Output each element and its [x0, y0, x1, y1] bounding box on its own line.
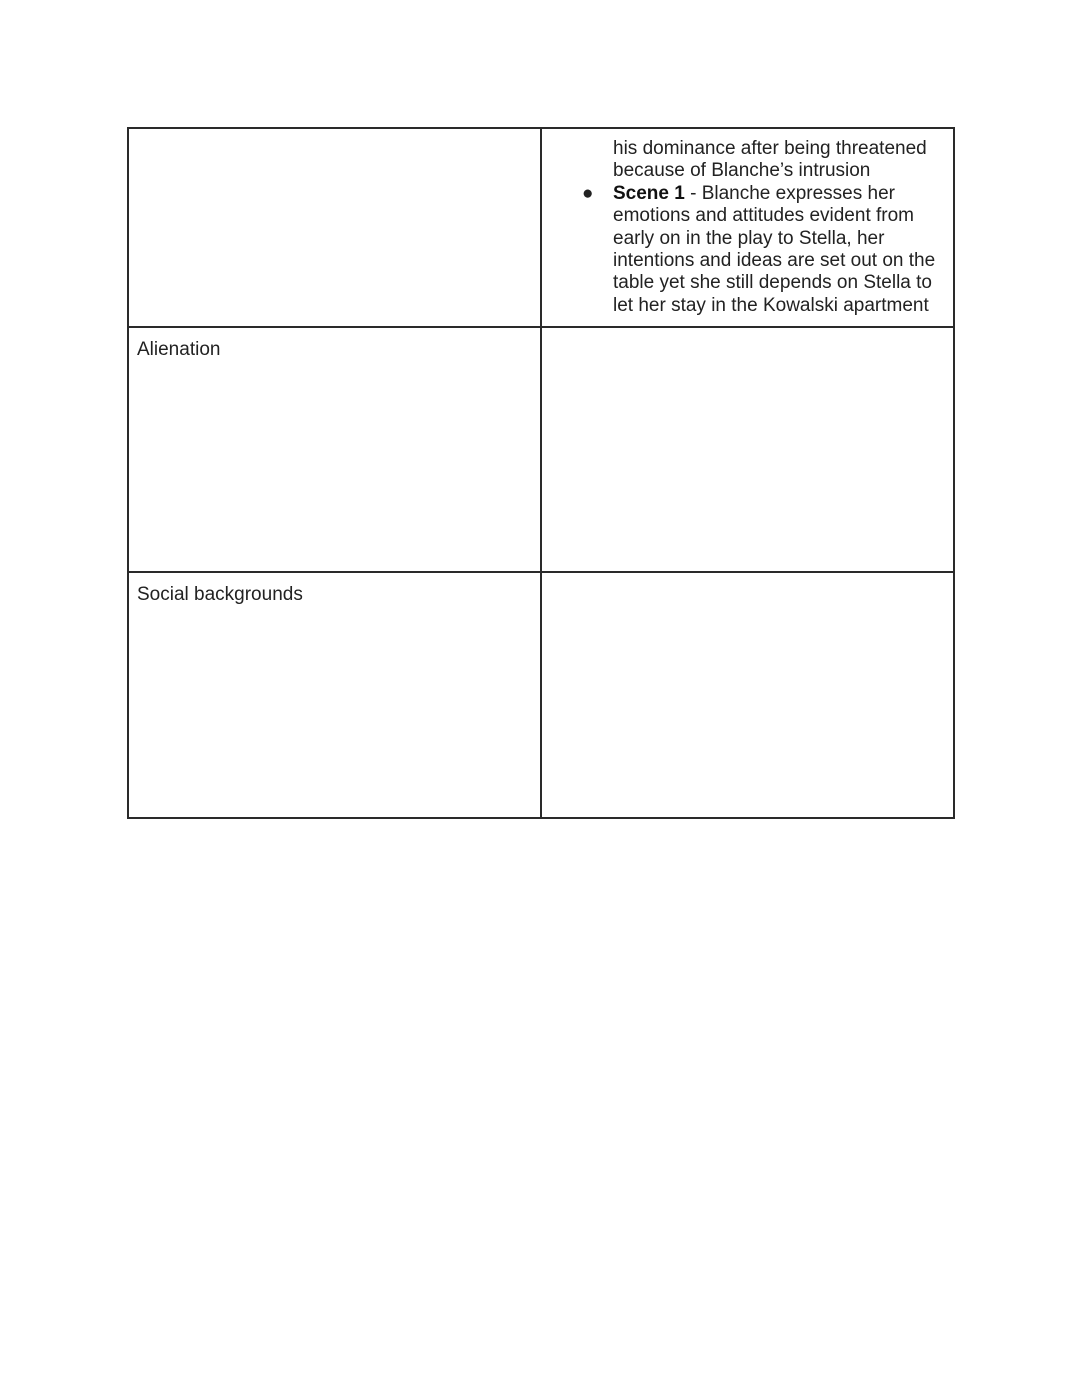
theme-cell	[128, 128, 541, 327]
table-row	[128, 128, 954, 327]
notes-cell	[541, 128, 954, 327]
notes-content	[542, 129, 953, 317]
bullet-text: - Blanche expresses her emotions and attitudes evident from early on in the play to Stella, her intentions and ideas are set out on the table yet she still depends on Stella to let her stay in the Kowalski apartment	[613, 182, 936, 316]
bullet-icon: ●	[582, 182, 594, 204]
notes-cell	[541, 327, 954, 572]
theme-label	[129, 129, 540, 140]
theme-cell	[128, 327, 541, 572]
notes-content	[542, 573, 953, 582]
table-row	[128, 327, 954, 572]
notes-cell	[541, 572, 954, 818]
scene-reference: Scene 1	[613, 182, 685, 204]
theme-cell	[128, 572, 541, 818]
continuation-text: his dominance after being threatened because of Blanche’s intrusion	[613, 138, 927, 182]
theme-label: Alienation	[137, 339, 221, 360]
theme-label: Social backgrounds	[137, 584, 303, 605]
table-row	[128, 572, 954, 818]
themes-table	[127, 127, 955, 819]
notes-content	[542, 328, 953, 337]
bullet-list	[542, 183, 945, 317]
list-item	[542, 183, 945, 317]
